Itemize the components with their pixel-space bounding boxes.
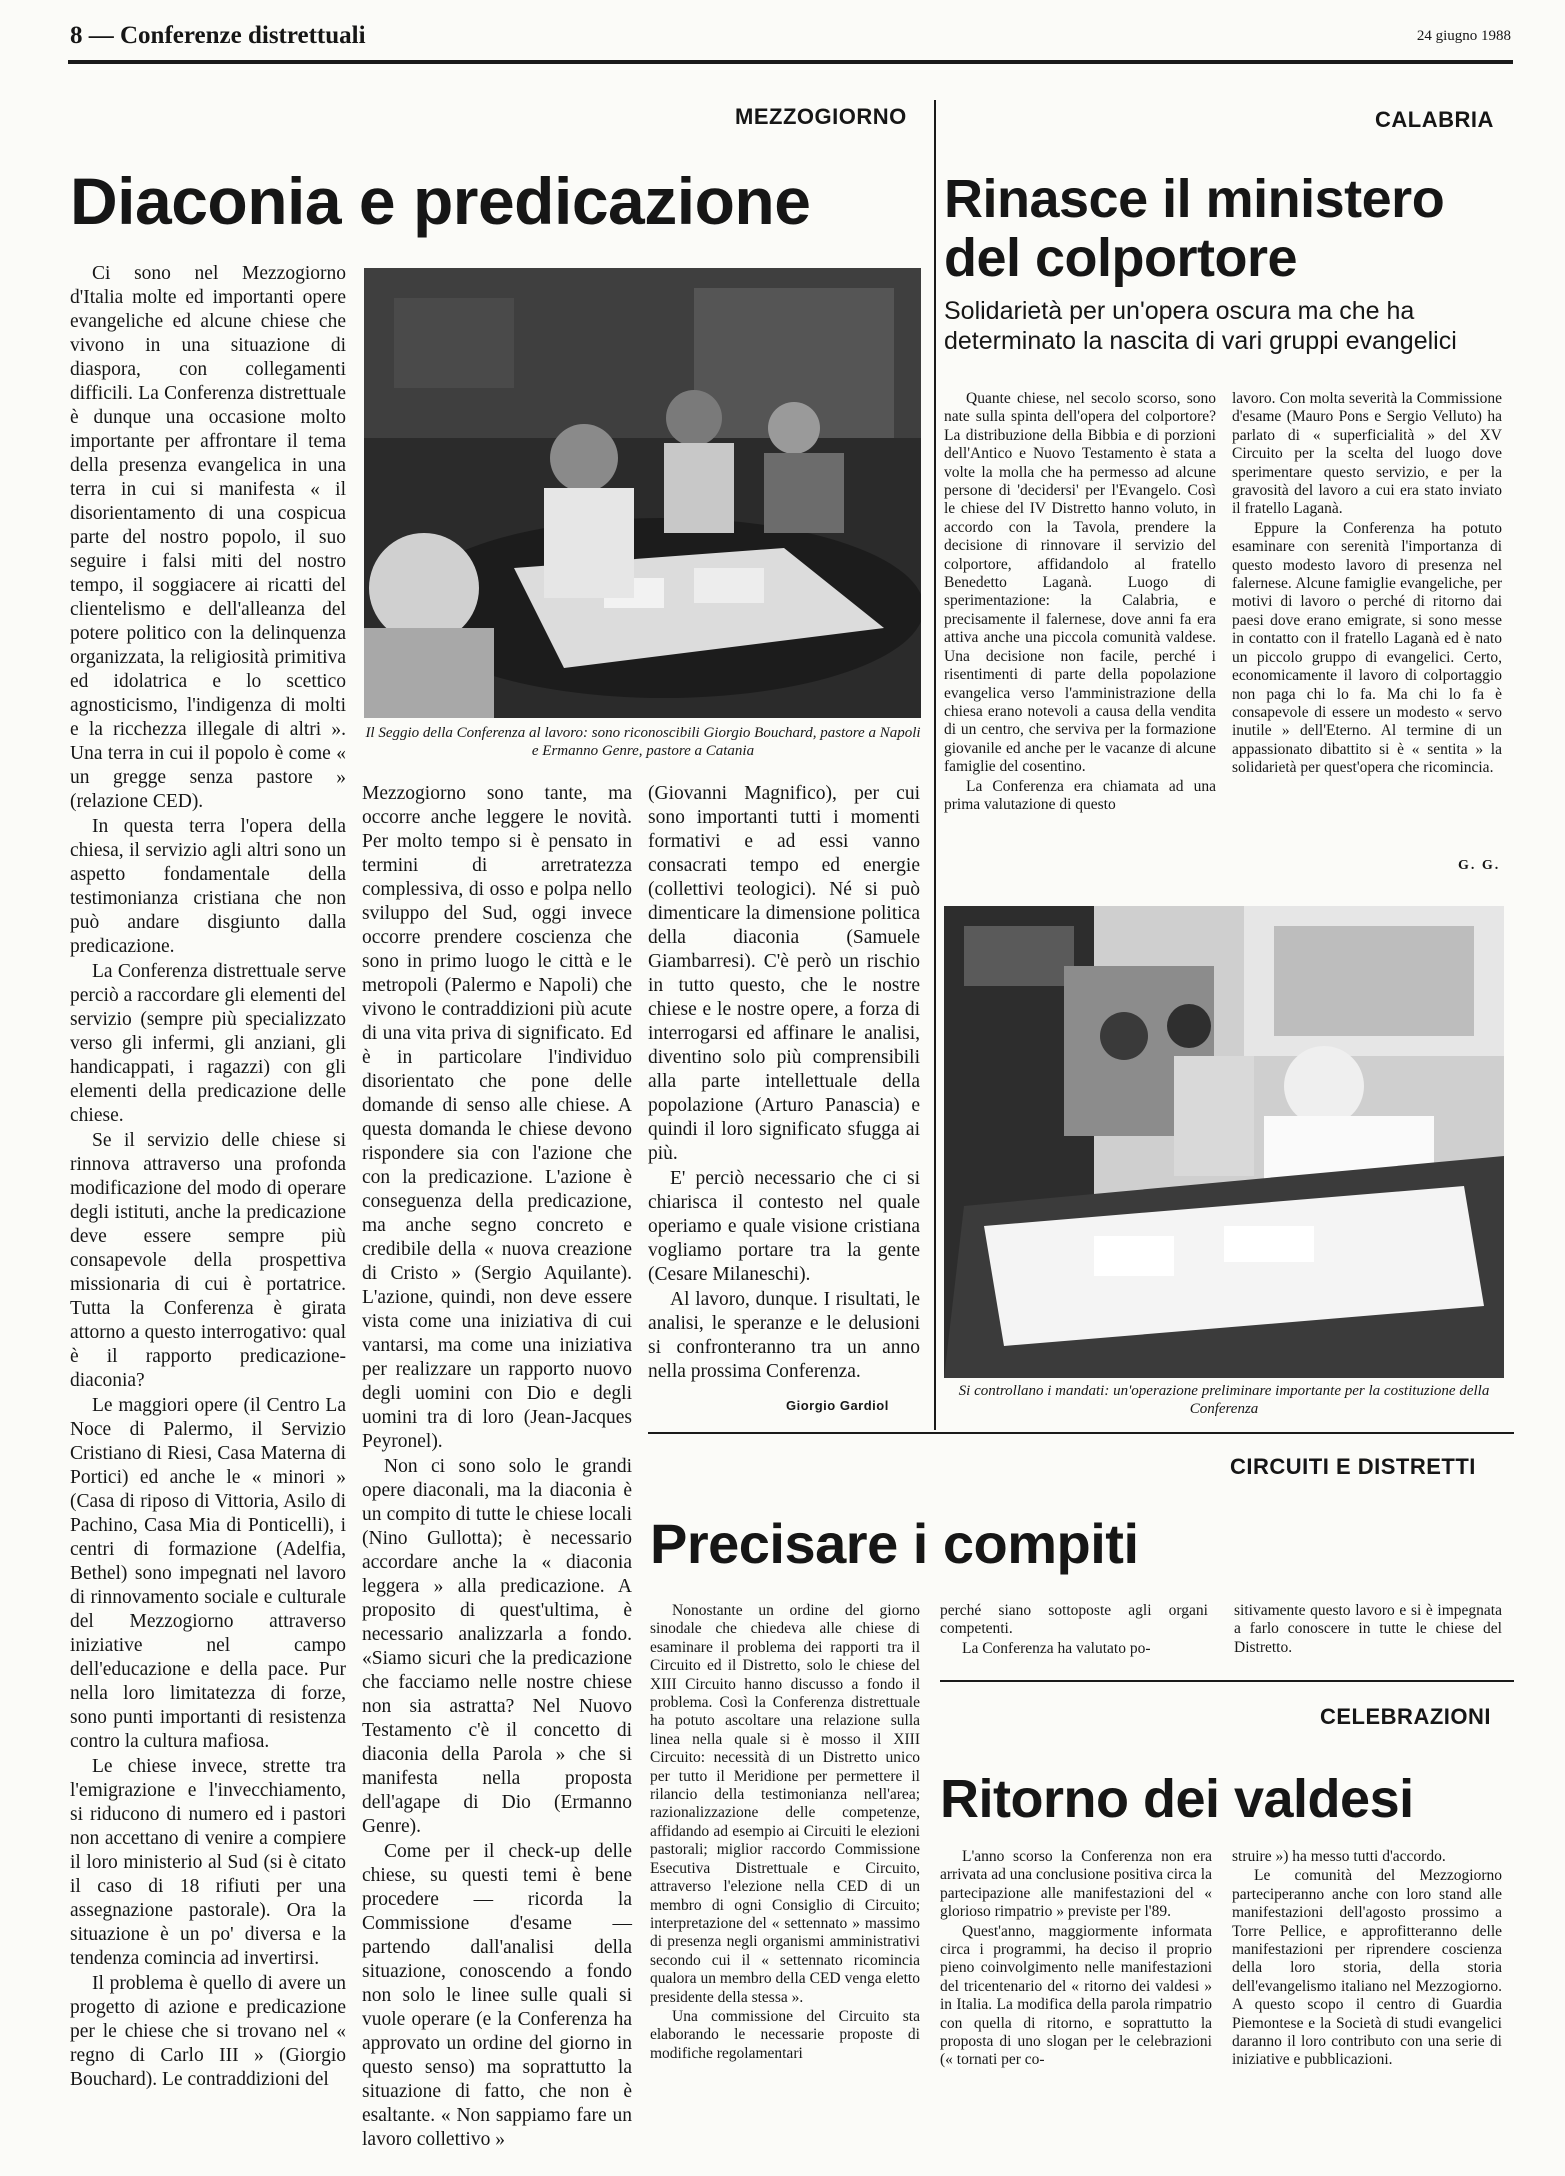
photo-caption-mandati: Si controllano i mandati: un'operazione preliminare importante per la costituzione della Conferenza (958, 1383, 1490, 1417)
article2-column-2 (1232, 390, 1502, 778)
section-label-mezzogiorno: MEZZOGIORNO (735, 104, 907, 129)
paragraph: Se il servizio delle chiese si rinnova attraverso una profonda modificazione del modo di operare degli istituti, anche la predicazione deve essere sempre più consapevole della prospettiva missionaria di cui è portatrice. Tutta la Conferenza è girata attorno a questo interrogativo: qual è il rapporto predicazione-diaconia? (70, 1130, 346, 1391)
paragraph: Le comunità del Mezzogiorno parteciperanno anche con loro stand alle manifestazioni dell'agosto prossimo a Torre Pellice, e approfitteranno delle manifestazioni per riprendere coscienza della loro storia, della storia dell'evangelismo italiano nel Mezzogiorno. A questo scopo il centro di Guardia Piemontese e la Società di studi evangelici daranno il loro contributo con una serie di iniziative e pubblicazioni. (1232, 1867, 1502, 2069)
paragraph: lavoro. Con molta severità la Commissione d'esame (Mauro Pons e Sergio Velluto) ha parlato di « superficialità » del XV Circuito per la scelta del luogo dove sperimentare questo servizio, e per la gravosità del lavoro a cui era stato inviato il fratello Laganà. (1232, 390, 1502, 518)
paragraph: Nonostante un ordine del giorno sinodale che chiedeva alle chiese di esaminare il problema dei rapporti tra il Circuito ed il Distretto, solo le chiese del XIII Circuito hanno discusso a fondo il problema. Così la Conferenza distrettuale ha potuto ascoltare una relazione sulla linea nella quale si è mosso il XIII Circuito: necessità di un Distretto unico per tutto il Meridione per permettere il rilancio della testimonianza nell'area; razionalizzazione delle competenze, affidando ad esempio ai Circuiti le elezioni pastorali; miglior raccordo Commissione Esecutiva Distrettuale e Circuito, attraverso l'elezione nella CED di un membro di ogni Consiglio di Circuito; interpretazione del « settennato » massimo di presenza negli organismi amministrativi secondo cui il « settennato ricomincia qualora un membro della CED venga eletto presidente della stessa ». (650, 1602, 920, 2006)
article1-column-1 (70, 262, 346, 2092)
paragraph: struire ») ha messo tutti d'accordo. (1232, 1848, 1446, 1865)
article4-column-1 (940, 1848, 1212, 2070)
paragraph: sitivamente questo lavoro e si è impegnata a farlo conoscere in tutte le chiese del Distretto. (1234, 1602, 1502, 1656)
paragraph: Non ci sono solo le grandi opere diaconali, ma la diaconia è un compito di tutte le chiese locali (Nino Gullotta); è necessario accordare anche la « diaconia leggera » alla predicazione. A proposito di quest'ultima, è necessario analizzarla a fondo. «Siamo sicuri che la predicazione che facciamo nelle nostre chiese non sia astratta? Nel Nuovo Testamento c'è il concetto di diaconia della Parola » che si manifesta nella proposta dell'agape di Dio (Ermanno Genre). (362, 1456, 632, 1837)
headline-precisare: Precisare i compiti (650, 1512, 1139, 1575)
paragraph: Una commissione del Circuito sta elaborando le necessarie proposte di modifiche regolamentari (650, 2007, 920, 2062)
paragraph: Le chiese invece, strette tra l'emigrazione e l'invecchiamento, si riducono di numero ed i pastori non accettano di venire a compiere il loro ministerio al Sud (si è citato il caso di 18 rifiuti per una assegnazione pastorale). Ora la situazione è un po' diversa e la tendenza comincia ad invertirsi. (70, 1756, 346, 1969)
byline-gardiol: Giorgio Gardiol (786, 1398, 889, 1413)
author-initials: G. G. (1458, 858, 1501, 873)
subheadline-colportore: Solidarietà per un'opera oscura ma che ha determinato la nascita di vari gruppi evangelici (944, 297, 1457, 355)
headline-colportore: Rinasce il ministero del colportore (944, 169, 1445, 289)
paragraph: La Conferenza ha valutato po- (962, 1639, 1151, 1657)
paragraph: perché siano sottoposte agli organi competenti. (940, 1602, 1208, 1638)
column-divider (934, 100, 936, 1430)
paragraph: L'anno scorso la Conferenza non era arrivata ad una conclusione positiva circa la partecipazione alle manifestazioni del « glorioso rimpatrio » previste per l'89. (940, 1848, 1212, 1921)
page-running-title: 8 — Conferenze distrettuali (70, 22, 366, 49)
article3-column-3 (1234, 1602, 1502, 1657)
paragraph: Il problema è quello di avere un progetto di azione e predicazione per le chiese che si trovano nel « regno di Carlo III » (Giorgio Bouchard). Le contraddizioni del (70, 1973, 346, 2090)
photo-mandates-check (944, 906, 1504, 1378)
article3-column-1 (650, 1602, 920, 2063)
issue-date: 24 giugno 1988 (1416, 28, 1511, 44)
section-rule (648, 1432, 1514, 1434)
section-label-celebrazioni: CELEBRAZIONI (1320, 1704, 1491, 1729)
article4-column-2 (1232, 1848, 1502, 2070)
section-label-circuiti: CIRCUITI E DISTRETTI (1230, 1454, 1476, 1479)
paragraph: Al lavoro, dunque. I risultati, le analisi, le speranze e le delusioni si confronteranno tra un anno nella prossima Conferenza. (648, 1289, 920, 1382)
photo-caption-seggio: Il Seggio della Conferenza al lavoro: sono riconoscibili Giorgio Bouchard, pastore a Napoli e Ermanno Genre, pastore a Catania (365, 725, 921, 759)
paragraph: Quante chiese, nel secolo scorso, sono nate sulla spinta dell'opera del colportore? La distribuzione della Bibbia e di porzioni dell'Antico e Nuovo Testamento è stata a volte la molla che ha permesso ad alcune persone di 'decidersi' per l'Evangelo. Così le chiese del IV Distretto hanno voluto, in accordo con la Tavola, prendere la decisione di rinnovare il servizio del colportore, affidandolo al fratello Benedetto Laganà. Luogo di sperimentazione: la Calabria, e precisamente il falernese, dove anni fa era attiva anche una piccola comunità valdese. Una decisione non facile, perché i risentimenti di parte della popolazione evangelica verso l'amministrazione della chiesa erano notevoli a causa della vendita di un centro, che serviva per la formazione giovanile ed anche per le vacanze di alcune famiglie del cosentino. (944, 390, 1216, 776)
paragraph: In questa terra l'opera della chiesa, il servizio agli altri sono un aspetto fondamentale della testimonianza cristiana che non può andare disgiunto dalla predicazione. (70, 816, 346, 957)
article2-column-1 (944, 390, 1216, 814)
paragraph: Quest'anno, maggiormente informata circa i programmi, ha deciso il proprio pieno coinvolgimento nelle manifestazioni del tricentenario del « ritorno dei valdesi » in Italia. La modifica della parola rimpatrio con quella di ritorno, e soprattutto la proposta di uno slogan per le celebrazioni (« tornati per co- (940, 1922, 1212, 2069)
article1-column-3 (648, 782, 920, 1384)
section-rule (940, 1680, 1514, 1682)
paragraph: Mezzogiorno sono tante, ma occorre anche leggere le novità. Per molto tempo si è pensato in termini di arretratezza complessiva, di osso e polpa nello sviluppo del Sud, oggi invece occorre prendere coscienza che sono in primo luogo le città e le metropoli (Palermo e Napoli) che vivono le contraddizioni più acute di una vita priva di significato. Ed è in particolare l'individuo disorientato che pone delle domande di senso alle chiese. A questa domanda le chiese devono rispondere sia con l'azione che con la predicazione. L'azione è conseguenza della predicazione, ma anche segno concreto e credibile della « nuova creazione di Cristo » (Sergio Aquilante). L'azione, quindi, non deve essere vista come una iniziativa di cui vantarsi, ma come una iniziativa per realizzare un rapporto nuovo degli uomini con Dio e degli uomini tra di loro (Jean-Jacques Peyronel). (362, 783, 632, 1452)
paragraph: Le maggiori opere (il Centro La Noce di Palermo, il Servizio Cristiano di Riesi, Casa Materna di Portici) ed anche le « minori » (Casa di riposo di Vittoria, Asilo di Pachino, Casa Mia di Ponticelli), i centri di formazione (Adelfia, Bethel) sono impegnati nel lavoro di rinnovamento sociale e culturale del Mezzogiorno attraverso iniziative nel campo dell'educazione e della pace. Pur nella loro limitatezza di forze, sono punti importanti di resistenza contro la cultura mafiosa. (70, 1395, 346, 1752)
paragraph: La Conferenza era chiamata ad una prima valutazione di questo (944, 777, 1216, 813)
header-rule (68, 60, 1513, 64)
article3-column-2 (940, 1602, 1208, 1658)
paragraph: Ci sono nel Mezzogiorno d'Italia molte ed importanti opere evangeliche ed alcune chiese che vivono in una situazione di diaspora, con collegamenti difficili. La Conferenza distrettuale è dunque una occasione molto importante per affrontare il tema della presenza evangelica in una terra in cui si manifesta « il disorientamento di una cospicua parte del nostro popolo, il suo seguire i falsi miti del nostro tempo, il soggiacere ai ricatti del clientelismo e dell'alleanza del potere politico con la delinquenza organizzata, la religiosità primitiva ed idolatrica e lo scettico agnosticismo, l'indigenza di molti e la ricchezza illegale di altri ». Una terra in cui il popolo è come « un gregge senza pastore » (relazione CED). (70, 263, 346, 812)
paragraph: La Conferenza distrettuale serve perciò a raccordare gli elementi del servizio (sempre più specializzato verso gli infermi, gli anziani, gli handicappati, i ragazzi) con gli elementi della predicazione delle chiese. (70, 961, 346, 1126)
photo-conference-seggio (364, 268, 921, 718)
paragraph: Come per il check-up delle chiese, su questi temi è bene procedere — ricorda la Commissione d'esame — partendo dall'analisi della situazione, conoscendo a fondo non solo le linee sulle quali si vuole operare (e la Conferenza ha approvato un ordine del giorno in questo senso) ma soprattutto la situazione di fatto, che non è esaltante. « Non sappiamo fare un lavoro collettivo » (362, 1841, 632, 2150)
section-label-calabria: CALABRIA (1375, 107, 1494, 132)
paragraph: (Giovanni Magnifico), per cui sono importanti tutti i momenti formativi e ad essi vanno consacrati tempo ed energie (collettivi teologici). Né si può dimenticare la dimensione politica della diaconia (Samuele Giambarresi). C'è però un rischio in tutto questo, che le nostre chiese e le nostre opere, a forza di interrogarsi ed affinare le analisi, diventino solo più comprensibili alla parte intellettuale della popolazione (Arturo Panascia) e quindi il loro significato sfugga ai più. (648, 783, 920, 1164)
mandates-desk-photo-icon (944, 906, 1504, 1378)
headline-ritorno: Ritorno dei valdesi (940, 1769, 1414, 1829)
paragraph: Eppure la Conferenza ha potuto esaminare con serenità l'importanza di questo modesto lavoro di presenza nel falernese. Alcune famiglie evangeliche, per motivi di lavoro o perché di ritorno dai paesi dove erano emigrate, si sono messe in contatto con il fratello Laganà ed è nato un piccolo gruppo di evangelici. Certo, economicamente il lavoro di colportaggio non paga chi lo fa. Ma chi lo fa è consapevole di essere un modesto « servo inutile » dell'Eterno. Al termine di un appassionato dibattito si è « sentita » la solidarietà per quest'opera che ricomincia. (1232, 519, 1502, 777)
headline-diaconia: Diaconia e predicazione (70, 164, 811, 238)
paragraph: E' perciò necessario che ci si chiarisca il contesto nel quale operiamo e quale visione cristiana vogliamo portare tra la gente (Cesare Milaneschi). (648, 1168, 920, 1285)
article1-column-2 (362, 782, 632, 2152)
conference-table-photo-icon (364, 268, 921, 718)
